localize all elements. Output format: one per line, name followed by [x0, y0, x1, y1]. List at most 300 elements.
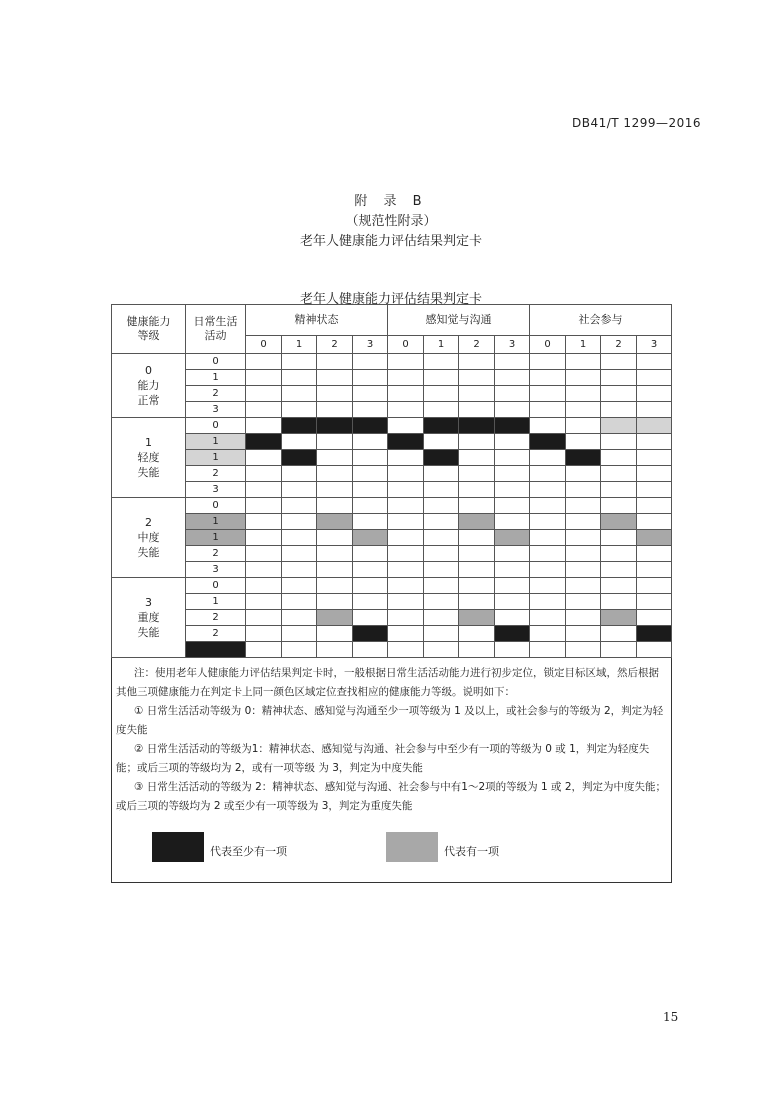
judgement-cell [637, 450, 672, 466]
judgement-cell [530, 498, 566, 514]
judgement-cell [282, 546, 317, 562]
header-level: 3 [495, 336, 530, 354]
judgement-cell [530, 434, 566, 450]
header-level: 3 [637, 336, 672, 354]
judgement-cell [388, 466, 424, 482]
judgement-cell [353, 370, 388, 386]
header-domain: 感知觉与沟通 [388, 305, 530, 336]
judgement-cell [566, 498, 601, 514]
table-row [112, 386, 672, 402]
header-level: 0 [246, 336, 282, 354]
judgement-cell [459, 642, 495, 658]
judgement-cell [637, 610, 672, 626]
grade-label [112, 418, 186, 498]
judgement-cell [246, 370, 282, 386]
judgement-cell [601, 626, 637, 642]
judgement-cell [388, 546, 424, 562]
judgement-cell [317, 514, 353, 530]
judgement-cell [246, 466, 282, 482]
legend-gray-swatch [386, 832, 438, 862]
judgement-cell [459, 482, 495, 498]
judgement-cell [353, 626, 388, 642]
daily-level-cell: 0 [186, 418, 246, 434]
judgement-cell [459, 562, 495, 578]
judgement-cell [388, 482, 424, 498]
judgement-cell [317, 498, 353, 514]
judgement-cell [566, 418, 601, 434]
judgement-cell [317, 354, 353, 370]
judgement-cell [601, 386, 637, 402]
judgement-cell [388, 626, 424, 642]
card-title: 老年人健康能力评估结果判定卡 [299, 292, 482, 307]
grade-label-line: 失能 [137, 466, 160, 479]
judgement-cell [388, 386, 424, 402]
appendix-name: 老年人健康能力评估结果判定卡 [299, 234, 482, 249]
daily-level-cell: 1 [186, 450, 246, 466]
judgement-cell [246, 450, 282, 466]
judgement-cell [566, 354, 601, 370]
grade-label-line: 失能 [137, 626, 160, 639]
daily-level-cell: 1 [186, 434, 246, 450]
judgement-cell [246, 402, 282, 418]
header-health-line: 等级 [137, 329, 160, 342]
judgement-cell [566, 530, 601, 546]
judgement-cell [424, 498, 459, 514]
judgement-cell [317, 626, 353, 642]
judgement-cell [566, 466, 601, 482]
daily-level-cell: 1 [186, 370, 246, 386]
legend-black-label: 代表至少有一项 [210, 845, 287, 858]
grade-label-line: 3 [145, 596, 152, 609]
appendix-title: 附 录 B [354, 194, 428, 209]
judgement-cell [424, 418, 459, 434]
judgement-cell [353, 386, 388, 402]
judgement-cell [282, 626, 317, 642]
notes-item-2: ② 日常生活活动的等级为1：精神状态、感知觉与沟通、社会参与中至少有一项的等级为 0 或 1，判定为轻度失能；或后三项的等级均为 2，或有一项等级 为 3，判定为中度失能 [116, 743, 650, 774]
daily-level-cell: 3 [186, 482, 246, 498]
judgement-cell [601, 370, 637, 386]
judgement-cell [424, 434, 459, 450]
judgement-cell [353, 610, 388, 626]
judgement-cell [246, 498, 282, 514]
daily-level-cell: 2 [186, 386, 246, 402]
judgement-cell [424, 514, 459, 530]
judgement-cell [566, 386, 601, 402]
judgement-cell [495, 594, 530, 610]
judgement-cell [459, 530, 495, 546]
judgement-cell [317, 530, 353, 546]
judgement-cell [282, 562, 317, 578]
judgement-cell [459, 466, 495, 482]
judgement-cell [530, 418, 566, 434]
judgement-cell [388, 642, 424, 658]
daily-level-cell: 0 [186, 498, 246, 514]
judgement-cell [637, 482, 672, 498]
judgement-cell [601, 594, 637, 610]
table-row [112, 450, 672, 466]
header-level: 0 [388, 336, 424, 354]
judgement-cell [530, 594, 566, 610]
judgement-cell [637, 354, 672, 370]
judgement-cell [353, 498, 388, 514]
judgement-cell [282, 530, 317, 546]
header-domain: 精神状态 [246, 305, 388, 336]
table-row [112, 498, 672, 514]
grade-label-line: 失能 [137, 546, 160, 559]
notes-item-3: ③ 日常生活活动的等级为 2：精神状态、感知觉与沟通、社会参与中有1～2项的等级为 1 或 2，判定为中度失能；或后三项的等级均为 2 或至少有一项等级为 3，判定为重度失能 [116, 781, 667, 812]
judgement-cell [459, 594, 495, 610]
judgement-cell [459, 498, 495, 514]
judgement-cell [495, 354, 530, 370]
daily-level-cell: 2 [186, 466, 246, 482]
table-row [112, 466, 672, 482]
judgement-cell [353, 562, 388, 578]
judgement-cell [601, 466, 637, 482]
judgement-cell [566, 546, 601, 562]
judgement-cell [601, 610, 637, 626]
judgement-cell [317, 546, 353, 562]
judgement-cell [424, 450, 459, 466]
judgement-cell [388, 402, 424, 418]
judgement-cell [495, 514, 530, 530]
judgement-cell [495, 642, 530, 658]
grade-label-line: 正常 [137, 394, 160, 407]
daily-level-cell: 0 [186, 578, 246, 594]
judgement-cell [282, 386, 317, 402]
legend-black-swatch [152, 832, 204, 862]
header-level: 1 [282, 336, 317, 354]
judgement-cell [637, 562, 672, 578]
judgement-cell [637, 466, 672, 482]
judgement-cell [424, 594, 459, 610]
judgement-cell [495, 418, 530, 434]
judgement-cell [246, 626, 282, 642]
judgement-cell [317, 642, 353, 658]
judgement-cell [566, 450, 601, 466]
judgement-cell [424, 386, 459, 402]
judgement-cell [459, 514, 495, 530]
judgement-cell [424, 466, 459, 482]
daily-level-cell: 2 [186, 626, 246, 642]
grade-label [112, 498, 186, 578]
judgement-cell [282, 594, 317, 610]
judgement-cell [530, 546, 566, 562]
judgement-cell [637, 642, 672, 658]
judgement-cell [495, 402, 530, 418]
table-row [112, 434, 672, 450]
judgement-cell [637, 626, 672, 642]
table-row [112, 370, 672, 386]
header-level: 1 [424, 336, 459, 354]
judgement-cell [495, 498, 530, 514]
judgement-cell [495, 530, 530, 546]
judgement-cell [459, 386, 495, 402]
judgement-cell [424, 610, 459, 626]
judgement-cell [317, 370, 353, 386]
judgement-cell [637, 386, 672, 402]
table-row [112, 530, 672, 546]
daily-level-cell: 3 [186, 562, 246, 578]
table-row [112, 610, 672, 626]
judgement-cell [246, 578, 282, 594]
judgement-cell [282, 498, 317, 514]
judgement-cell [424, 562, 459, 578]
judgement-cell [353, 546, 388, 562]
judgement-cell [388, 354, 424, 370]
judgement-cell [601, 354, 637, 370]
legend-gray-label: 代表有一项 [444, 845, 499, 858]
judgement-cell [353, 418, 388, 434]
judgement-cell [424, 370, 459, 386]
notes-item-1: ① 日常生活活动等级为 0：精神状态、感知觉与沟通至少一项等级为 1 及以上，或社会参与的等级为 2，判定为轻度失能 [116, 705, 664, 736]
judgement-cell [637, 514, 672, 530]
judgement-cell [530, 530, 566, 546]
judgement-cell [495, 450, 530, 466]
judgement-cell [566, 610, 601, 626]
judgement-cell [388, 610, 424, 626]
judgement-cell [388, 434, 424, 450]
grade-label-line: 2 [145, 516, 152, 529]
judgement-cell [282, 418, 317, 434]
judgement-cell [282, 354, 317, 370]
judgement-cell [282, 370, 317, 386]
judgement-cell [530, 402, 566, 418]
daily-level-cell: 2 [186, 546, 246, 562]
judgement-cell [530, 578, 566, 594]
judgement-cell [601, 530, 637, 546]
judgement-table [111, 304, 672, 658]
daily-level-cell: 1 [186, 594, 246, 610]
judgement-cell [388, 498, 424, 514]
judgement-cell [459, 402, 495, 418]
judgement-cell [282, 466, 317, 482]
judgement-cell [282, 482, 317, 498]
judgement-cell [424, 642, 459, 658]
judgement-cell [317, 562, 353, 578]
judgement-cell [495, 562, 530, 578]
header-level: 2 [601, 336, 637, 354]
judgement-cell [495, 546, 530, 562]
daily-level-cell: 3 [186, 402, 246, 418]
judgement-cell [601, 450, 637, 466]
judgement-cell [601, 514, 637, 530]
table-row [112, 642, 672, 658]
judgement-cell [495, 434, 530, 450]
judgement-cell [530, 514, 566, 530]
judgement-cell [317, 482, 353, 498]
judgement-cell [637, 546, 672, 562]
grade-label-line: 能力 [137, 379, 160, 392]
judgement-cell [388, 594, 424, 610]
judgement-cell [459, 578, 495, 594]
judgement-cell [601, 642, 637, 658]
table-row [112, 594, 672, 610]
judgement-cell [566, 482, 601, 498]
judgement-cell [459, 370, 495, 386]
grade-label-line: 轻度 [137, 451, 160, 464]
judgement-cell [317, 402, 353, 418]
judgement-cell [388, 562, 424, 578]
judgement-cell [566, 642, 601, 658]
judgement-cell [317, 450, 353, 466]
judgement-cell [317, 418, 353, 434]
judgement-cell [353, 450, 388, 466]
grade-label-line: 1 [145, 436, 152, 449]
judgement-cell [566, 578, 601, 594]
judgement-cell [637, 594, 672, 610]
judgement-cell [388, 450, 424, 466]
daily-level-cell: 0 [186, 354, 246, 370]
judgement-cell [317, 434, 353, 450]
judgement-cell [601, 498, 637, 514]
judgement-cell [459, 450, 495, 466]
header-daily-line: 活动 [204, 329, 227, 342]
daily-level-cell: 2 [186, 610, 246, 626]
notes-intro: 注：使用老年人健康能力评估结果判定卡时，一般根据日常生活活动能力进行初步定位，锁定目标区域，然后根据其他三项健康能力在判定卡上同一颜色区域定位查找相应的健康能力等级。说明如下： [116, 667, 659, 698]
judgement-cell [317, 466, 353, 482]
appendix-subtitle: （规范性附录） [345, 214, 437, 229]
daily-level-cell: 1 [186, 530, 246, 546]
judgement-cell [353, 354, 388, 370]
judgement-cell [246, 482, 282, 498]
daily-level-cell [186, 642, 246, 658]
judgement-cell [282, 434, 317, 450]
judgement-cell [282, 450, 317, 466]
judgement-cell [388, 514, 424, 530]
judgement-cell [601, 546, 637, 562]
judgement-cell [495, 626, 530, 642]
judgement-cell [424, 626, 459, 642]
judgement-cell [353, 514, 388, 530]
header-level: 2 [317, 336, 353, 354]
judgement-cell [388, 530, 424, 546]
judgement-cell [353, 482, 388, 498]
judgement-cell [282, 402, 317, 418]
judgement-cell [530, 354, 566, 370]
judgement-cell [459, 354, 495, 370]
judgement-cell [530, 466, 566, 482]
judgement-cell [530, 642, 566, 658]
judgement-cell [353, 402, 388, 418]
judgement-cell [282, 642, 317, 658]
grade-label-line: 重度 [137, 611, 160, 624]
judgement-cell [530, 370, 566, 386]
judgement-cell [246, 354, 282, 370]
judgement-cell [601, 482, 637, 498]
table-row [112, 418, 672, 434]
table-row [112, 562, 672, 578]
header-level: 2 [459, 336, 495, 354]
judgement-cell [424, 546, 459, 562]
judgement-cell [566, 594, 601, 610]
judgement-cell [601, 578, 637, 594]
judgement-cell [424, 482, 459, 498]
judgement-cell [282, 610, 317, 626]
page-number: 15 [663, 1010, 679, 1024]
judgement-cell [566, 514, 601, 530]
judgement-cell [459, 626, 495, 642]
judgement-cell [530, 386, 566, 402]
judgement-cell [459, 610, 495, 626]
judgement-cell [530, 450, 566, 466]
judgement-cell [637, 498, 672, 514]
judgement-cell [530, 562, 566, 578]
table-row [112, 578, 672, 594]
judgement-cell [388, 418, 424, 434]
judgement-cell [530, 626, 566, 642]
judgement-cell [495, 578, 530, 594]
judgement-cell [566, 434, 601, 450]
judgement-cell [424, 530, 459, 546]
header-level: 1 [566, 336, 601, 354]
judgement-cell [637, 530, 672, 546]
judgement-cell [353, 594, 388, 610]
judgement-cell [566, 626, 601, 642]
judgement-cell [424, 402, 459, 418]
judgement-cell [246, 610, 282, 626]
judgement-cell [495, 386, 530, 402]
grade-label [112, 354, 186, 418]
judgement-cell [353, 530, 388, 546]
grade-label-line: 0 [145, 364, 152, 377]
judgement-cell [495, 370, 530, 386]
header-level: 3 [353, 336, 388, 354]
judgement-cell [353, 466, 388, 482]
table-row [112, 546, 672, 562]
judgement-cell [601, 562, 637, 578]
judgement-cell [353, 578, 388, 594]
judgement-cell [459, 418, 495, 434]
header-daily-activity [186, 305, 246, 354]
header-health-line: 健康能力 [126, 315, 171, 328]
judgement-cell [637, 578, 672, 594]
judgement-cell [246, 386, 282, 402]
grade-label-line: 中度 [137, 531, 160, 544]
judgement-cell [424, 354, 459, 370]
daily-level-cell: 1 [186, 514, 246, 530]
header-domain: 社会参与 [530, 305, 672, 336]
judgement-cell [495, 482, 530, 498]
judgement-cell [637, 402, 672, 418]
notes [116, 664, 668, 816]
judgement-cell [601, 402, 637, 418]
table-row [112, 482, 672, 498]
judgement-cell [495, 466, 530, 482]
judgement-cell [388, 370, 424, 386]
table-row [112, 514, 672, 530]
judgement-cell [637, 370, 672, 386]
judgement-cell [637, 418, 672, 434]
judgement-cell [424, 578, 459, 594]
table-row [112, 626, 672, 642]
judgement-cell [246, 546, 282, 562]
grade-label [112, 578, 186, 658]
judgement-cell [388, 578, 424, 594]
document-code: DB41/T 1299—2016 [572, 116, 702, 130]
judgement-cell [459, 546, 495, 562]
judgement-cell [530, 610, 566, 626]
judgement-cell [317, 578, 353, 594]
judgement-cell [353, 434, 388, 450]
judgement-cell [246, 594, 282, 610]
table-row [112, 402, 672, 418]
judgement-cell [353, 642, 388, 658]
judgement-cell [495, 610, 530, 626]
judgement-cell [566, 370, 601, 386]
judgement-cell [601, 434, 637, 450]
judgement-cell [246, 514, 282, 530]
judgement-cell [282, 514, 317, 530]
